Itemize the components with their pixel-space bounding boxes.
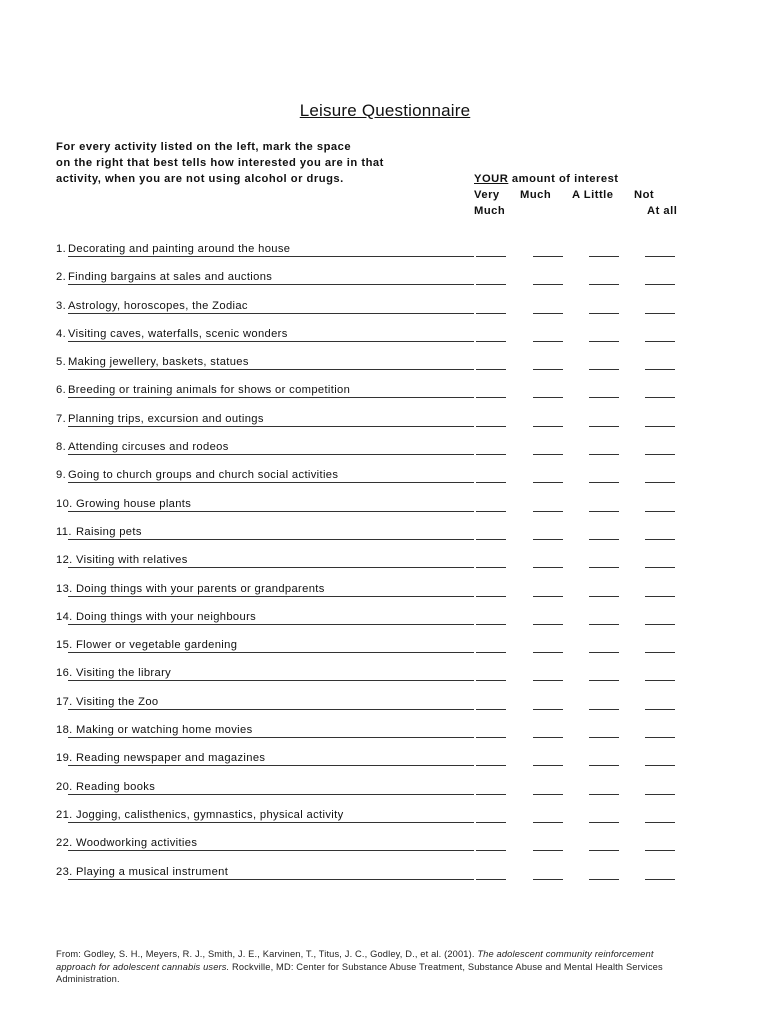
interest-answer-blank[interactable] (476, 369, 506, 370)
interest-answer-blank[interactable] (476, 454, 506, 455)
activity-number: 5. (56, 356, 67, 369)
interest-answer-blank[interactable] (645, 539, 675, 540)
interest-answer-blank[interactable] (533, 426, 563, 427)
activity-label: Flower or vegetable gardening (76, 639, 238, 652)
interest-answer-blank[interactable] (533, 369, 563, 370)
interest-answer-blank[interactable] (645, 822, 675, 823)
interest-answer-blank[interactable] (645, 652, 675, 653)
activity-number: 3. (56, 299, 67, 312)
interest-answer-blank[interactable] (533, 624, 563, 625)
activity-row (56, 240, 676, 268)
instructions-line: on the right that best tells how interested you are in that (56, 157, 384, 169)
interest-header-title (474, 171, 704, 187)
interest-answer-blank[interactable] (533, 652, 563, 653)
activity-label: Astrology, horoscopes, the Zodiac (68, 299, 248, 312)
interest-answer-blank[interactable] (645, 341, 675, 342)
activity-number: 11. (56, 525, 72, 538)
interest-answer-blank[interactable] (589, 709, 619, 710)
activity-underline (68, 879, 474, 880)
activity-number: 21. (56, 808, 73, 821)
interest-answer-blank[interactable] (645, 850, 675, 851)
interest-column-header (474, 171, 704, 219)
interest-answer-blank[interactable] (645, 879, 675, 880)
instructions (56, 139, 436, 187)
interest-answer-blank[interactable] (589, 680, 619, 681)
interest-answer-blank[interactable] (589, 567, 619, 568)
activity-underline (68, 482, 474, 483)
interest-answer-blank[interactable] (589, 652, 619, 653)
activity-row (56, 778, 676, 806)
activity-row (56, 268, 676, 296)
amount-of-interest-label: amount of interest (508, 173, 619, 185)
instructions-line: activity, when you are not using alcohol or drugs. (56, 173, 344, 185)
interest-answer-blank[interactable] (645, 511, 675, 512)
interest-answer-blank[interactable] (589, 822, 619, 823)
interest-answer-blank[interactable] (476, 794, 506, 795)
interest-answer-blank[interactable] (589, 850, 619, 851)
interest-answer-blank[interactable] (476, 482, 506, 483)
interest-answer-blank[interactable] (476, 596, 506, 597)
activity-underline (68, 737, 474, 738)
activity-label: Making jewellery, baskets, statues (68, 356, 249, 369)
interest-answer-blank[interactable] (645, 765, 675, 766)
activity-number: 10. (56, 497, 73, 510)
interest-answer-blank[interactable] (533, 397, 563, 398)
interest-answer-blank[interactable] (533, 454, 563, 455)
activity-underline (68, 850, 474, 851)
citation-title: The adolescent community reinforcement approach for adolescent cannabis users. (56, 949, 654, 972)
interest-answer-blank[interactable] (589, 454, 619, 455)
activity-row (56, 353, 676, 381)
interest-answer-blank[interactable] (589, 511, 619, 512)
interest-answer-blank[interactable] (645, 680, 675, 681)
interest-answer-blank[interactable] (589, 539, 619, 540)
activity-number: 14. (56, 610, 73, 623)
col-not-at-all-line1: Not (634, 189, 655, 201)
interest-answer-blank[interactable] (645, 567, 675, 568)
activity-underline (68, 794, 474, 795)
activity-label: Visiting caves, waterfalls, scenic wonders (68, 327, 288, 340)
interest-answer-blank[interactable] (533, 879, 563, 880)
activity-row (56, 325, 676, 353)
interest-answer-blank[interactable] (476, 426, 506, 427)
interest-answer-blank[interactable] (476, 879, 506, 880)
activity-label: Doing things with your parents or grandparents (76, 582, 325, 595)
interest-answer-blank[interactable] (589, 794, 619, 795)
activity-underline (68, 256, 474, 257)
activity-label: Breeding or training animals for shows or competition (68, 384, 351, 397)
activity-label: Visiting the library (76, 667, 172, 680)
interest-answer-blank[interactable] (476, 284, 506, 285)
interest-column-labels (474, 187, 704, 219)
interest-answer-blank[interactable] (589, 341, 619, 342)
activity-number: 22. (56, 837, 73, 850)
interest-answer-blank[interactable] (533, 511, 563, 512)
citation-part2: Rockville, MD: Center for Substance Abuse Treatment, Substance Abuse and Mental Health Services Administration. (56, 961, 663, 984)
interest-answer-blank[interactable] (645, 284, 675, 285)
interest-answer-blank[interactable] (476, 822, 506, 823)
activity-number: 20. (56, 780, 73, 793)
citation-part1: From: Godley, S. H., Meyers, R. J., Smith, J. E., Karvinen, T., Titus, J. C., Godley, D., et al. (2001). (56, 949, 478, 959)
interest-answer-blank[interactable] (533, 284, 563, 285)
activity-number: 18. (56, 724, 73, 737)
interest-answer-blank[interactable] (533, 850, 563, 851)
activity-row (56, 863, 676, 891)
activity-underline (68, 369, 474, 370)
interest-answer-blank[interactable] (645, 369, 675, 370)
activity-number: 16. (56, 667, 73, 680)
activity-underline (68, 709, 474, 710)
activity-label: Visiting the Zoo (76, 695, 159, 708)
page-title: Leisure Questionnaire (299, 101, 471, 120)
interest-answer-blank[interactable] (476, 680, 506, 681)
col-very-much-line1: Very (474, 189, 500, 201)
interest-answer-blank[interactable] (533, 256, 563, 257)
activity-underline (68, 765, 474, 766)
activity-list (56, 240, 676, 891)
activity-row (56, 806, 676, 834)
instructions-line: For every activity listed on the left, mark the space (56, 141, 352, 153)
activity-row (56, 523, 676, 551)
activity-label: Reading newspaper and magazines (76, 752, 266, 765)
activity-underline (68, 822, 474, 823)
interest-answer-blank[interactable] (645, 426, 675, 427)
interest-answer-blank[interactable] (476, 313, 506, 314)
activity-underline (68, 652, 474, 653)
activity-number: 23. (56, 865, 73, 878)
interest-answer-blank[interactable] (589, 879, 619, 880)
activity-label: Finding bargains at sales and auctions (68, 271, 273, 284)
interest-answer-blank[interactable] (533, 794, 563, 795)
activity-row (56, 297, 676, 325)
interest-answer-blank[interactable] (476, 624, 506, 625)
activity-number: 13. (56, 582, 73, 595)
interest-answer-blank[interactable] (476, 765, 506, 766)
interest-answer-blank[interactable] (476, 652, 506, 653)
activity-underline (68, 539, 474, 540)
activity-number: 12. (56, 554, 73, 567)
interest-answer-blank[interactable] (476, 850, 506, 851)
activity-row (56, 608, 676, 636)
interest-answer-blank[interactable] (476, 567, 506, 568)
col-very-much-line2: Much (474, 205, 506, 217)
interest-answer-blank[interactable] (533, 709, 563, 710)
activity-label: Playing a musical instrument (76, 865, 229, 878)
activity-number: 17. (56, 695, 73, 708)
activity-row (56, 749, 676, 777)
interest-answer-blank[interactable] (645, 709, 675, 710)
activity-row (56, 551, 676, 579)
activity-underline (68, 397, 474, 398)
interest-answer-blank[interactable] (645, 794, 675, 795)
interest-answer-blank[interactable] (533, 680, 563, 681)
activity-label: Planning trips, excursion and outings (68, 412, 264, 425)
interest-answer-blank[interactable] (533, 482, 563, 483)
col-not-at-all-line2: At all (647, 205, 678, 217)
interest-answer-blank[interactable] (476, 397, 506, 398)
interest-answer-blank[interactable] (476, 737, 506, 738)
activity-underline (68, 341, 474, 342)
interest-answer-blank[interactable] (589, 426, 619, 427)
activity-label: Reading books (76, 780, 156, 793)
activity-number: 19. (56, 752, 73, 765)
interest-answer-blank[interactable] (589, 596, 619, 597)
interest-answer-blank[interactable] (589, 256, 619, 257)
activity-label: Decorating and painting around the house (68, 243, 291, 255)
activity-row (56, 438, 676, 466)
activity-number: 8. (56, 441, 67, 454)
activity-label: Growing house plants (76, 497, 192, 510)
activity-row (56, 721, 676, 749)
activity-label: Visiting with relatives (76, 554, 188, 567)
interest-answer-blank[interactable] (645, 596, 675, 597)
col-much-label: Much (520, 189, 552, 201)
interest-answer-blank[interactable] (589, 397, 619, 398)
activity-row (56, 495, 676, 523)
interest-answer-blank[interactable] (645, 482, 675, 483)
activity-number: 4. (56, 327, 67, 340)
interest-answer-blank[interactable] (589, 284, 619, 285)
activity-number: 1. (56, 243, 67, 255)
interest-answer-blank[interactable] (589, 624, 619, 625)
interest-answer-blank[interactable] (533, 567, 563, 568)
activity-underline (68, 596, 474, 597)
interest-answer-blank[interactable] (476, 256, 506, 257)
citation (56, 948, 696, 986)
activity-number: 2. (56, 271, 67, 284)
activity-underline (68, 680, 474, 681)
interest-answer-blank[interactable] (645, 624, 675, 625)
activity-underline (68, 284, 474, 285)
activity-row (56, 466, 676, 494)
activity-number: 7. (56, 412, 67, 425)
interest-answer-blank[interactable] (645, 397, 675, 398)
activity-label: Raising pets (76, 525, 142, 538)
interest-answer-blank[interactable] (645, 313, 675, 314)
interest-answer-blank[interactable] (476, 511, 506, 512)
activity-underline (68, 511, 474, 512)
activity-underline (68, 426, 474, 427)
interest-answer-blank[interactable] (533, 341, 563, 342)
interest-answer-blank[interactable] (589, 369, 619, 370)
activity-row (56, 693, 676, 721)
activity-underline (68, 567, 474, 568)
activity-number: 9. (56, 469, 67, 482)
activity-underline (68, 624, 474, 625)
interest-answer-blank[interactable] (589, 482, 619, 483)
activity-label: Going to church groups and church social activities (68, 469, 339, 482)
interest-answer-blank[interactable] (533, 313, 563, 314)
col-a-little-label: A Little (572, 189, 614, 201)
interest-answer-blank[interactable] (645, 256, 675, 257)
interest-answer-blank[interactable] (589, 313, 619, 314)
interest-answer-blank[interactable] (645, 454, 675, 455)
interest-answer-blank[interactable] (476, 341, 506, 342)
activity-underline (68, 454, 474, 455)
activity-number: 15. (56, 639, 73, 652)
activity-row (56, 381, 676, 409)
activity-label: Attending circuses and rodeos (68, 441, 229, 454)
activity-row (56, 664, 676, 692)
activity-label: Making or watching home movies (76, 724, 253, 737)
interest-answer-blank[interactable] (533, 765, 563, 766)
interest-answer-blank[interactable] (533, 539, 563, 540)
activity-row (56, 410, 676, 438)
interest-answer-blank[interactable] (533, 596, 563, 597)
activity-label: Woodworking activities (76, 837, 198, 850)
activity-row (56, 580, 676, 608)
activity-row (56, 636, 676, 664)
interest-answer-blank[interactable] (533, 822, 563, 823)
activity-label: Doing things with your neighbours (76, 610, 257, 623)
your-label: YOUR (474, 173, 509, 185)
activity-label: Jogging, calisthenics, gymnastics, physical activity (76, 808, 344, 821)
interest-answer-blank[interactable] (589, 737, 619, 738)
interest-answer-blank[interactable] (533, 737, 563, 738)
activity-row (56, 834, 676, 862)
activity-underline (68, 313, 474, 314)
interest-answer-blank[interactable] (476, 539, 506, 540)
interest-answer-blank[interactable] (589, 765, 619, 766)
interest-answer-blank[interactable] (645, 737, 675, 738)
activity-number: 6. (56, 384, 67, 397)
interest-answer-blank[interactable] (476, 709, 506, 710)
